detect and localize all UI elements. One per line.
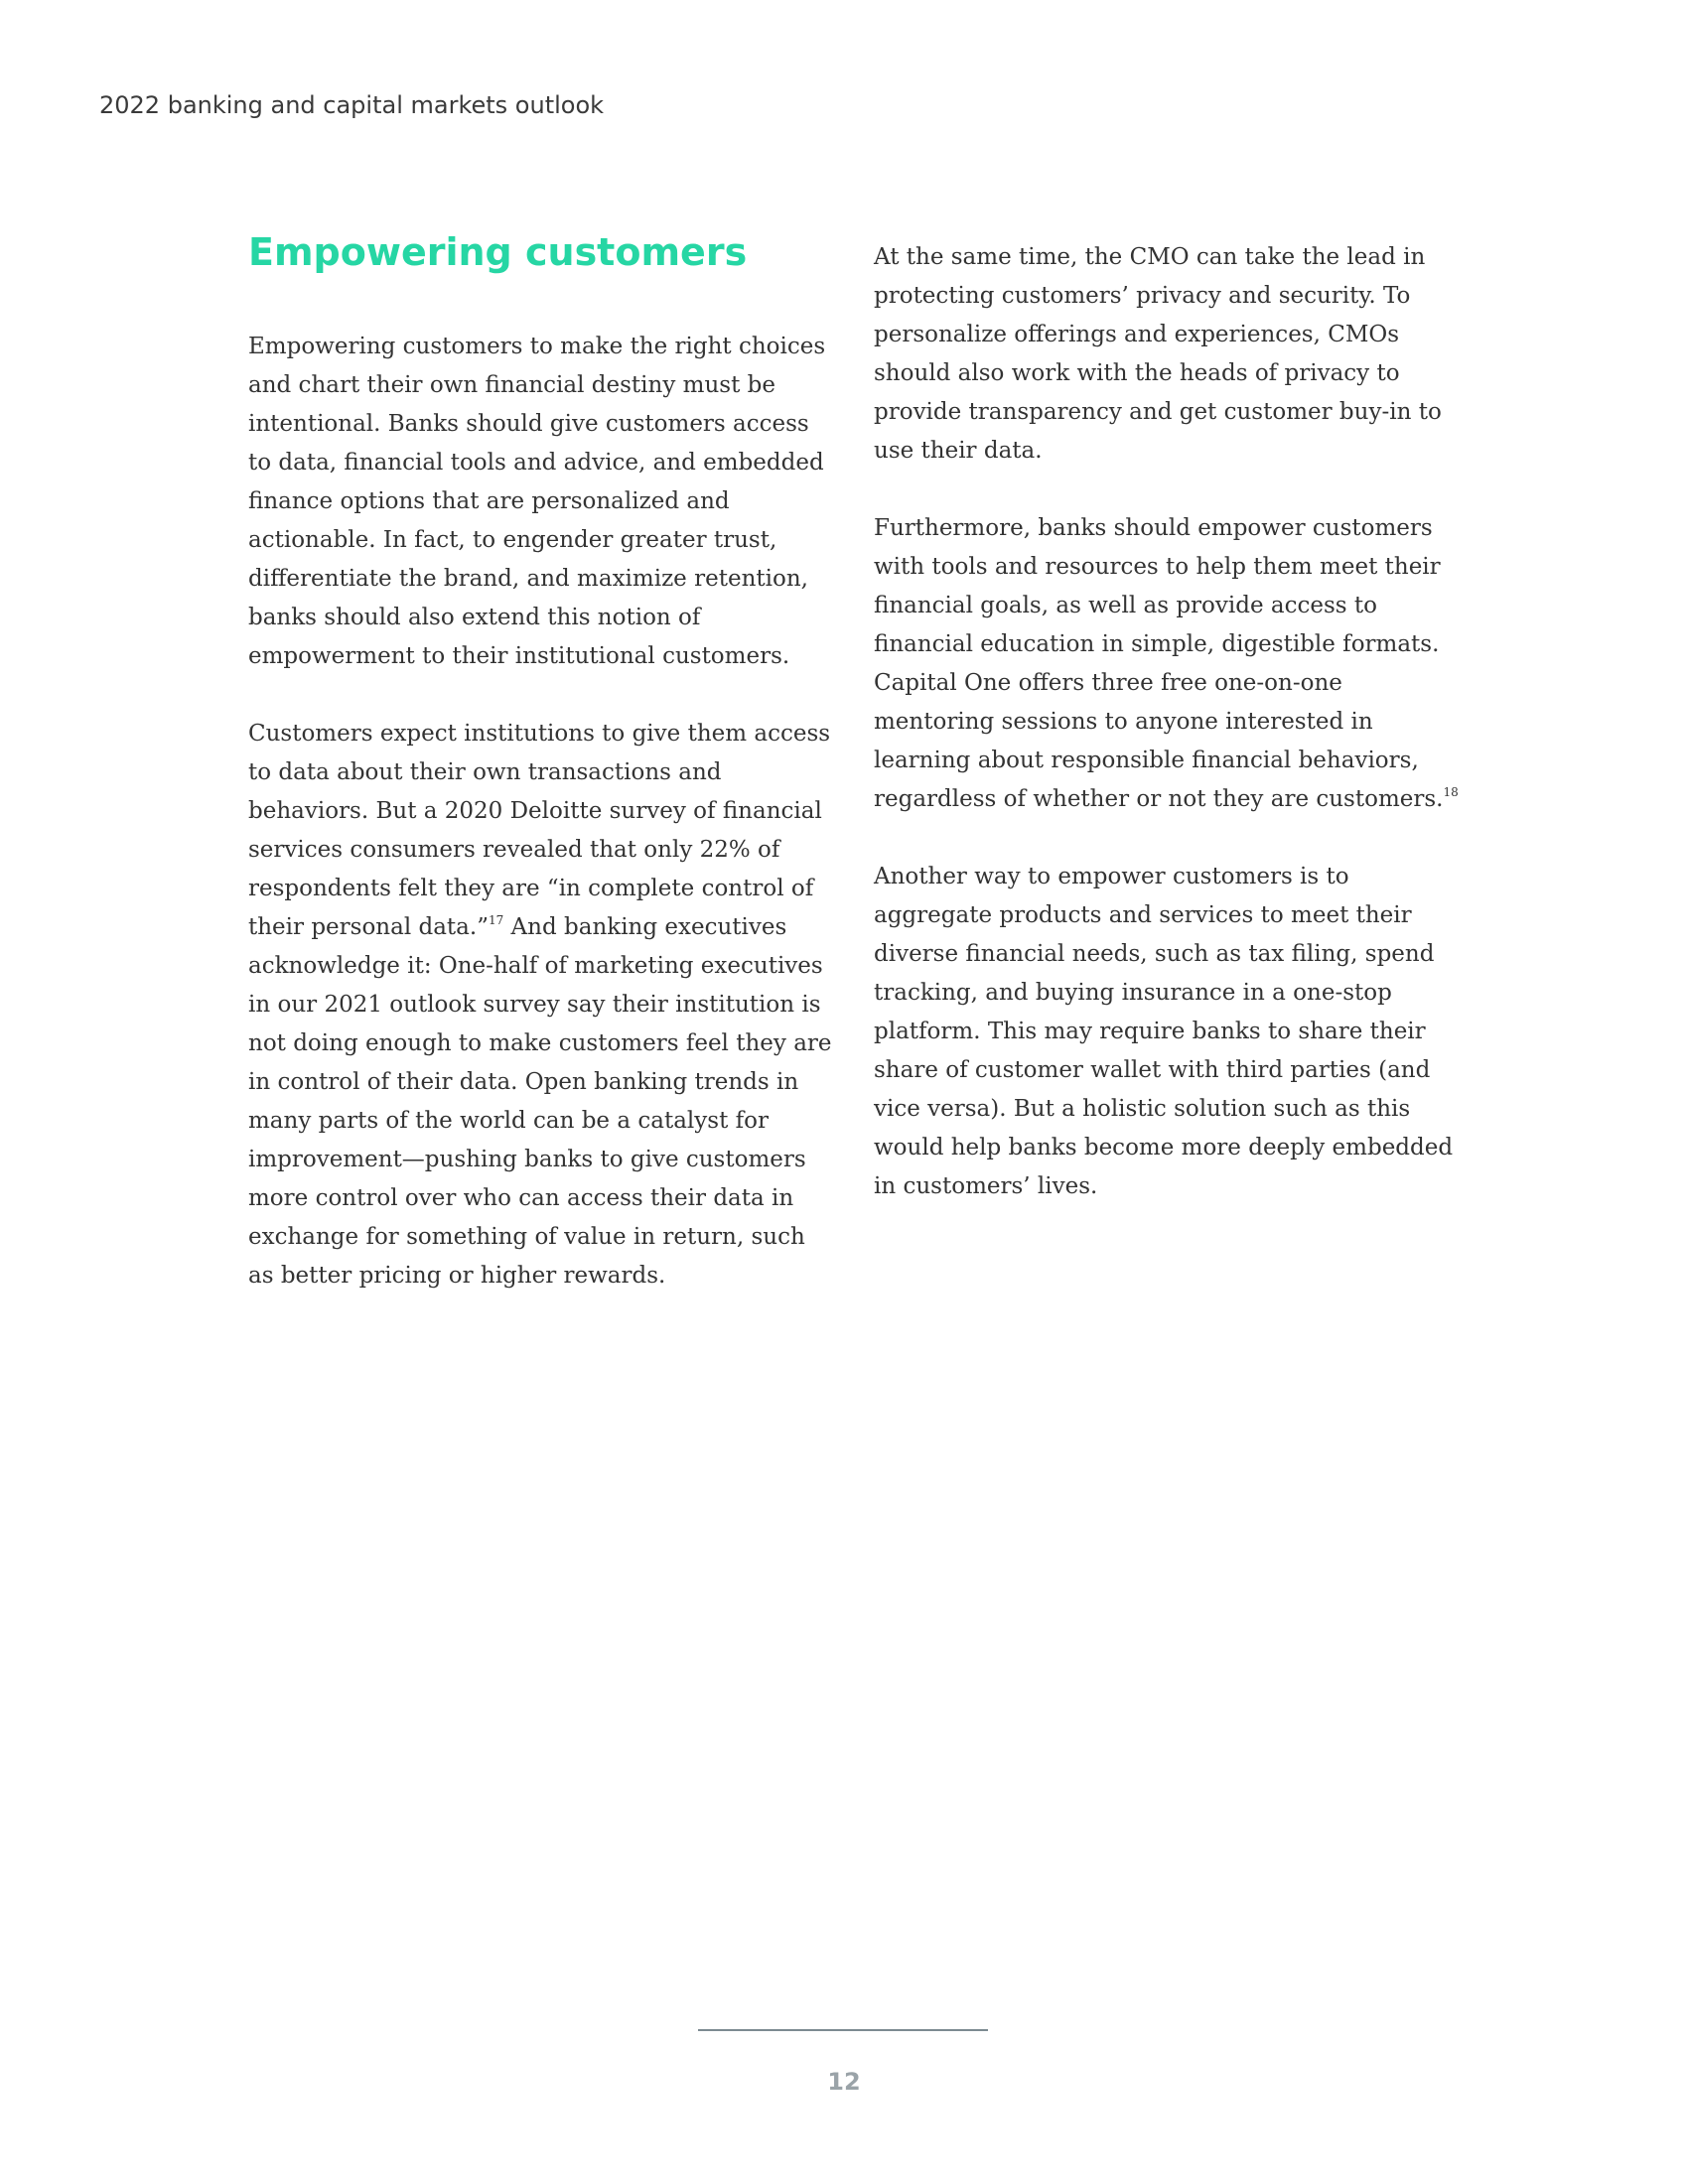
footer-divider bbox=[698, 2029, 988, 2031]
left-column bbox=[248, 226, 834, 1334]
footnote-ref-18[interactable]: 18 bbox=[1443, 785, 1459, 799]
left-paragraph-2-text-a: Customers expect institutions to give them access to data about their own transactions and behaviors. But a 2020 Deloitte survey of financial services consumers revealed that only 22% of respondents felt they are “in complete control of their personal data.” bbox=[248, 721, 831, 940]
left-paragraph-2-text-b: And banking executives acknowledge it: One-half of marketing executives in our 2021 outlook survey say their institution is not doing enough to make customers feel they are in control of their data. Open banking trends in many parts of the world can be a catalyst for improvement—pushing banks to give customers more control over who can access their data in exchange for something of value in return, such as better pricing or higher rewards. bbox=[248, 914, 832, 1289]
running-header-title: 2022 banking and capital markets outlook bbox=[99, 91, 605, 119]
page-number: 12 bbox=[827, 2068, 861, 2096]
right-paragraph-2-text: Furthermore, banks should empower customers with tools and resources to help them meet their financial goals, as well as provide access to financial education in simple, digestible formats. Capital One offers three free one-on-one mentoring sessions to anyone interested in learning about responsible financial behaviors, regardless of whether or not they are customers. bbox=[874, 515, 1444, 812]
section-title: Empowering customers bbox=[248, 230, 748, 274]
right-paragraph-3: Another way to empower customers is to aggregate products and services to meet their diverse financial needs, such as tax filing, spend tracking, and buying insurance in a one-stop platform. This may require banks to share their share of customer wallet with third parties (and vice versa). But a holistic solution such as this would help banks become more deeply embedded in customers’ lives. bbox=[874, 864, 1454, 1199]
left-paragraph-2 bbox=[248, 715, 834, 1296]
right-column bbox=[874, 238, 1460, 1245]
right-paragraph-1: At the same time, the CMO can take the lead in protecting customers’ privacy and security. To personalize offerings and experiences, CMOs should also work with the heads of privacy to provide transparency and get customer buy-in to use their data. bbox=[874, 244, 1442, 464]
right-paragraph-2 bbox=[874, 509, 1460, 819]
footnote-ref-17[interactable]: 17 bbox=[488, 913, 504, 927]
left-paragraph-1: Empowering customers to make the right choices and chart their own financial destiny must be intentional. Banks should give customers access to data, financial tools and advice, and embedded finance options that are personalized and actionable. In fact, to engender greater trust, differentiate the brand, and maximize retention, banks should also extend this notion of empowerment to their institutional customers. bbox=[248, 334, 826, 669]
